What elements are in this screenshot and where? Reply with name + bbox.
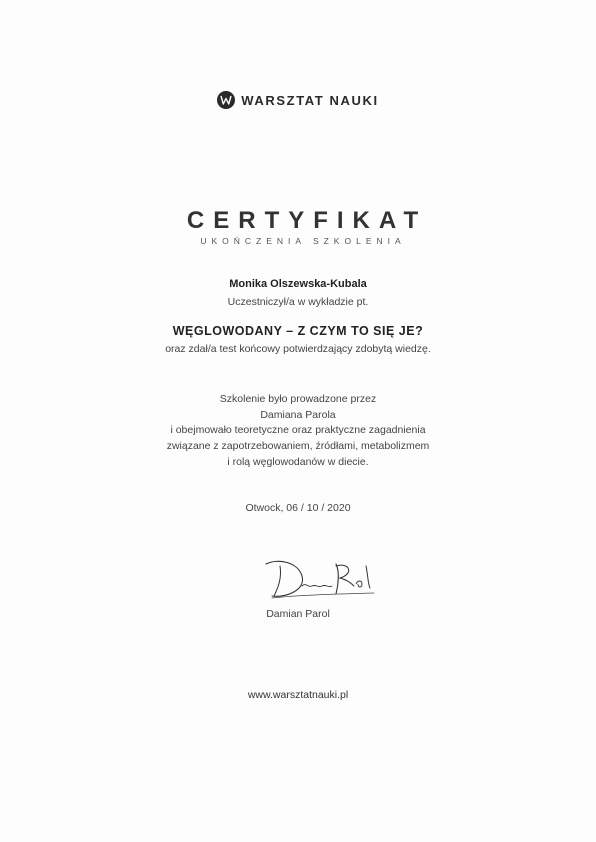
course-title: WĘGLOWODANY – Z CZYM TO SIĘ JE? — [172, 324, 424, 338]
description-line: związane z zapotrzebowaniem, źródłami, metabolizmem — [166, 440, 430, 452]
brand-logo — [0, 91, 596, 109]
logo-badge-icon — [217, 91, 235, 109]
description-line: Szkolenie było prowadzone przez — [219, 393, 377, 405]
place-date: Otwock, 06 / 10 / 2020 — [245, 502, 351, 514]
logo-w-mark — [220, 95, 232, 105]
handwritten-signature — [258, 558, 378, 606]
participant-name: Monika Olszewska-Kubala — [229, 278, 367, 290]
description-line: Damiana Parola — [260, 409, 336, 421]
certificate-subtitle: UKOŃCZENIA SZKOLENIA — [200, 236, 406, 246]
test-line: oraz zdał/a test końcowy potwierdzający zdobytą wiedzę. — [165, 343, 431, 355]
participation-line: Uczestniczył/a w wykładzie pt. — [227, 296, 369, 308]
brand-name: WARSZTAT NAUKI — [241, 92, 379, 108]
website-link[interactable]: www.warsztatnauki.pl — [247, 689, 349, 701]
signatory-name: Damian Parol — [266, 608, 330, 620]
description-line: i rolą węglowodanów w diecie. — [227, 456, 369, 468]
certificate-title: CERTYFIKAT — [186, 207, 428, 234]
description-line: i obejmowało teoretyczne oraz praktyczne zagadnienia — [170, 424, 426, 436]
